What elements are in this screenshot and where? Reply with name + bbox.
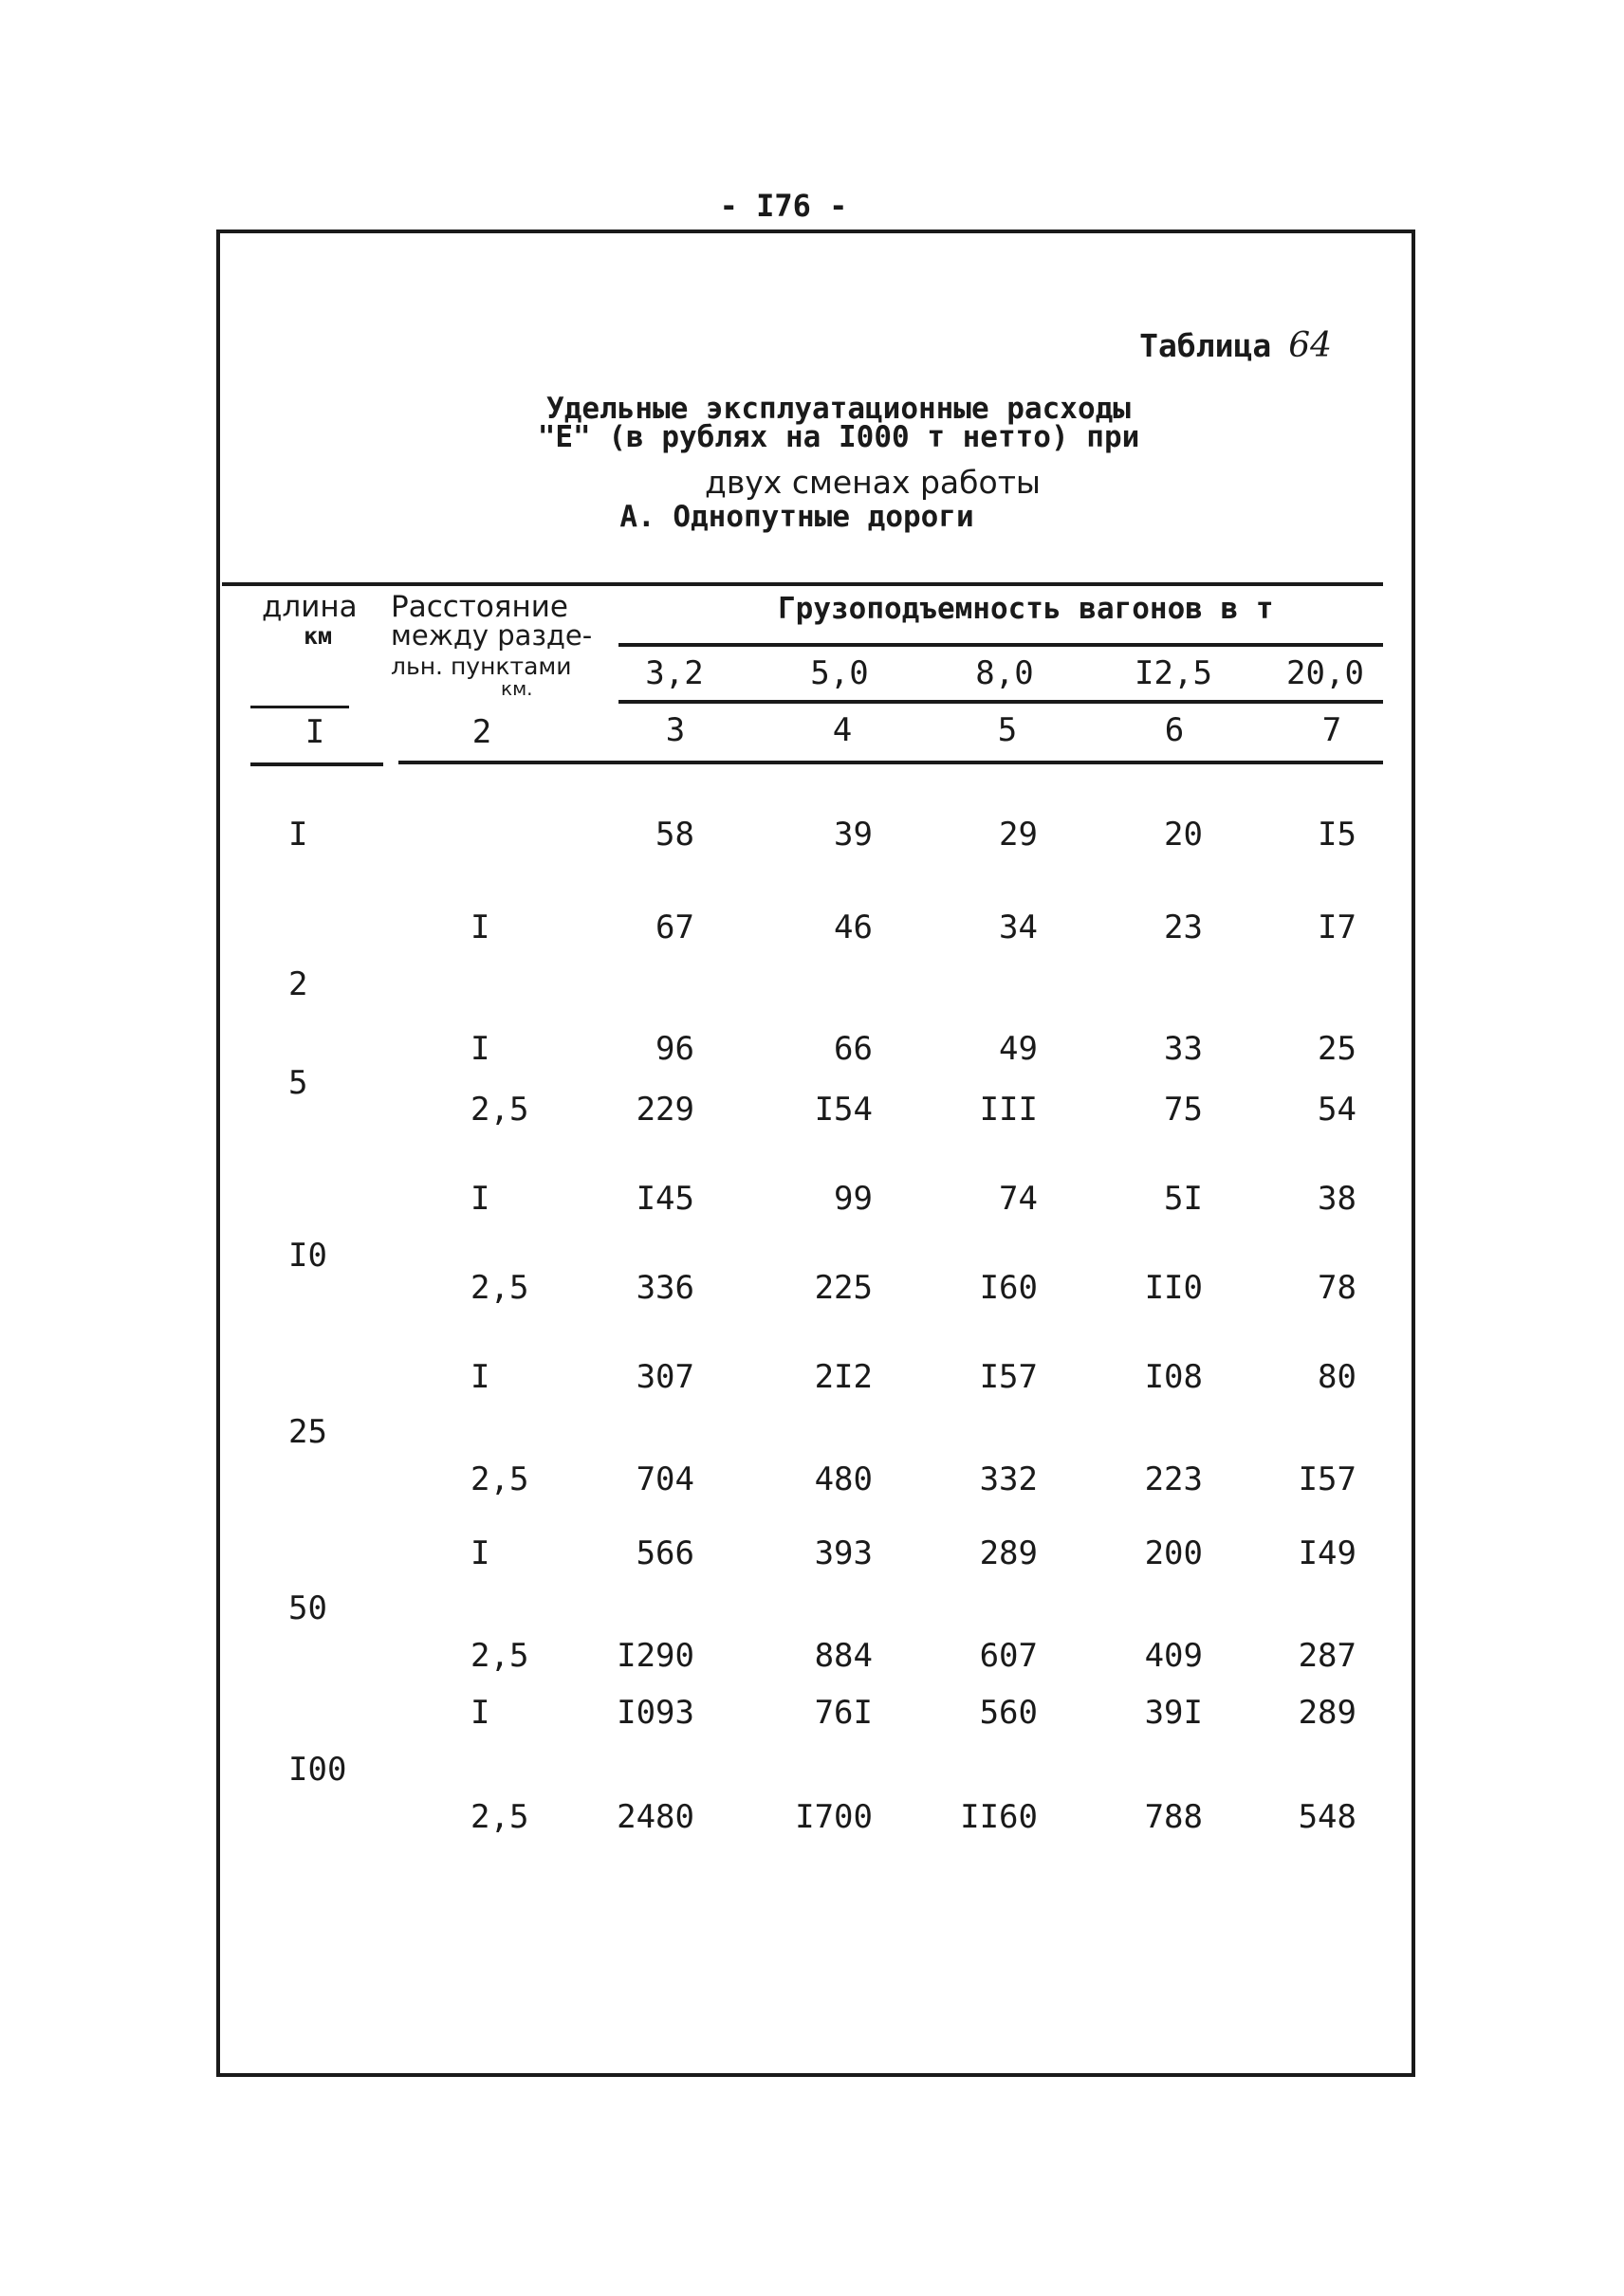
table-frame	[216, 230, 1415, 2077]
row-value: 39	[834, 816, 873, 854]
table-title-line-3: двух сменах работы	[705, 464, 1041, 501]
row-value: I700	[795, 1798, 873, 1836]
row-value: 99	[834, 1180, 873, 1218]
header-length-line-1: длина	[262, 590, 358, 624]
header-capacity: 20,0	[1286, 654, 1364, 692]
row-value: 607	[979, 1637, 1038, 1675]
row-value: I08	[1144, 1358, 1203, 1396]
column-number: 7	[1321, 711, 1342, 749]
colnum-top-rule-left	[250, 706, 349, 708]
row-value: 2I2	[814, 1358, 873, 1396]
row-value: 287	[1298, 1637, 1356, 1675]
header-distance-line-3: льн. пунктами	[391, 652, 572, 680]
row-value: 566	[636, 1534, 694, 1572]
header-capacity-group: Грузоподъемность вагонов в т	[778, 592, 1274, 626]
row-distance: 2,5	[471, 1798, 529, 1836]
row-value: 20	[1164, 816, 1203, 854]
header-capacity: 5,0	[810, 654, 869, 692]
row-distance: I	[471, 1358, 490, 1396]
row-value: 560	[979, 1694, 1038, 1732]
row-length: 50	[288, 1589, 327, 1627]
colnum-bottom-rule-right	[398, 761, 1383, 764]
row-value: I5	[1318, 816, 1356, 854]
row-length: I0	[288, 1237, 327, 1275]
row-value: I7	[1318, 909, 1356, 946]
header-distance-line-4: км.	[501, 677, 533, 700]
row-value: 29	[999, 816, 1038, 854]
row-value: 23	[1164, 909, 1203, 946]
row-value: 704	[636, 1460, 694, 1498]
row-value: 96	[655, 1030, 694, 1068]
row-value: I57	[979, 1358, 1038, 1396]
row-value: I49	[1298, 1534, 1356, 1572]
header-capacity: 8,0	[975, 654, 1034, 692]
row-value: 2480	[617, 1798, 694, 1836]
row-value: 25	[1318, 1030, 1356, 1068]
row-value: 33	[1164, 1030, 1203, 1068]
row-value: III	[979, 1091, 1038, 1129]
row-value: 34	[999, 909, 1038, 946]
column-number: 6	[1164, 711, 1185, 749]
group-under-rule	[618, 643, 1383, 647]
row-value: 80	[1318, 1358, 1356, 1396]
row-value: 289	[1298, 1694, 1356, 1732]
row-length: I	[288, 816, 308, 854]
row-distance: 2,5	[471, 1637, 529, 1675]
column-number: 5	[997, 711, 1018, 749]
row-value: 788	[1144, 1798, 1203, 1836]
column-number: 2	[471, 713, 492, 751]
row-value: 480	[814, 1460, 873, 1498]
table-title-line-1: Удельные эксплуатационные расходы	[546, 392, 1131, 426]
table-number: 64	[1288, 326, 1332, 365]
row-value: 200	[1144, 1534, 1203, 1572]
row-distance: 2,5	[471, 1269, 529, 1307]
row-distance: I	[471, 909, 490, 946]
table-subtitle: А. Однопутные дороги	[619, 500, 974, 534]
header-top-rule	[222, 582, 1383, 586]
row-value: 58	[655, 816, 694, 854]
row-distance: I	[471, 1694, 490, 1732]
row-value: 46	[834, 909, 873, 946]
header-distance-line-1: Расстояние	[391, 590, 568, 624]
row-value: 225	[814, 1269, 873, 1307]
row-distance: I	[471, 1180, 490, 1218]
column-number: 3	[665, 711, 686, 749]
column-number: 4	[832, 711, 853, 749]
header-distance-line-2: между разде-	[391, 619, 593, 652]
row-value: I60	[979, 1269, 1038, 1307]
table-label-text: Таблица	[1139, 327, 1272, 364]
row-value: 74	[999, 1180, 1038, 1218]
row-value: 76I	[814, 1694, 873, 1732]
row-value: 289	[979, 1534, 1038, 1572]
row-value: II0	[1144, 1269, 1203, 1307]
row-value: 548	[1298, 1798, 1356, 1836]
table-label	[1139, 326, 1332, 365]
row-distance: 2,5	[471, 1091, 529, 1129]
row-value: II60	[960, 1798, 1038, 1836]
row-value: 78	[1318, 1269, 1356, 1307]
row-value: 223	[1144, 1460, 1203, 1498]
header-capacity: 3,2	[645, 654, 704, 692]
row-distance: 2,5	[471, 1460, 529, 1498]
row-length: I00	[288, 1751, 347, 1789]
row-value: 66	[834, 1030, 873, 1068]
row-value: I57	[1298, 1460, 1356, 1498]
row-value: I45	[636, 1180, 694, 1218]
row-length: 2	[288, 965, 308, 1003]
header-length-line-2: км	[304, 622, 333, 650]
row-length: 5	[288, 1064, 308, 1102]
row-value: 67	[655, 909, 694, 946]
row-value: 5I	[1164, 1180, 1203, 1218]
row-value: 38	[1318, 1180, 1356, 1218]
header-capacity: I2,5	[1135, 654, 1212, 692]
row-value: 336	[636, 1269, 694, 1307]
row-value: 229	[636, 1091, 694, 1129]
row-value: 884	[814, 1637, 873, 1675]
page-number: - I76 -	[719, 188, 848, 224]
row-value: 332	[979, 1460, 1038, 1498]
row-value: I093	[617, 1694, 694, 1732]
row-value: 393	[814, 1534, 873, 1572]
colnum-bottom-rule-left	[250, 762, 383, 766]
row-value: 75	[1164, 1091, 1203, 1129]
capacity-under-rule	[618, 700, 1383, 704]
table-title-line-2: "Е" (в рублях на I000 т нетто) при	[537, 420, 1140, 454]
row-value: 39I	[1144, 1694, 1203, 1732]
row-value: 409	[1144, 1637, 1203, 1675]
row-length: 25	[288, 1413, 327, 1451]
row-value: 49	[999, 1030, 1038, 1068]
row-value: I290	[617, 1637, 694, 1675]
row-distance: I	[471, 1030, 490, 1068]
row-value: 307	[636, 1358, 694, 1396]
row-value: I54	[814, 1091, 873, 1129]
column-number: I	[304, 713, 325, 751]
row-value: 54	[1318, 1091, 1356, 1129]
row-distance: I	[471, 1534, 490, 1572]
